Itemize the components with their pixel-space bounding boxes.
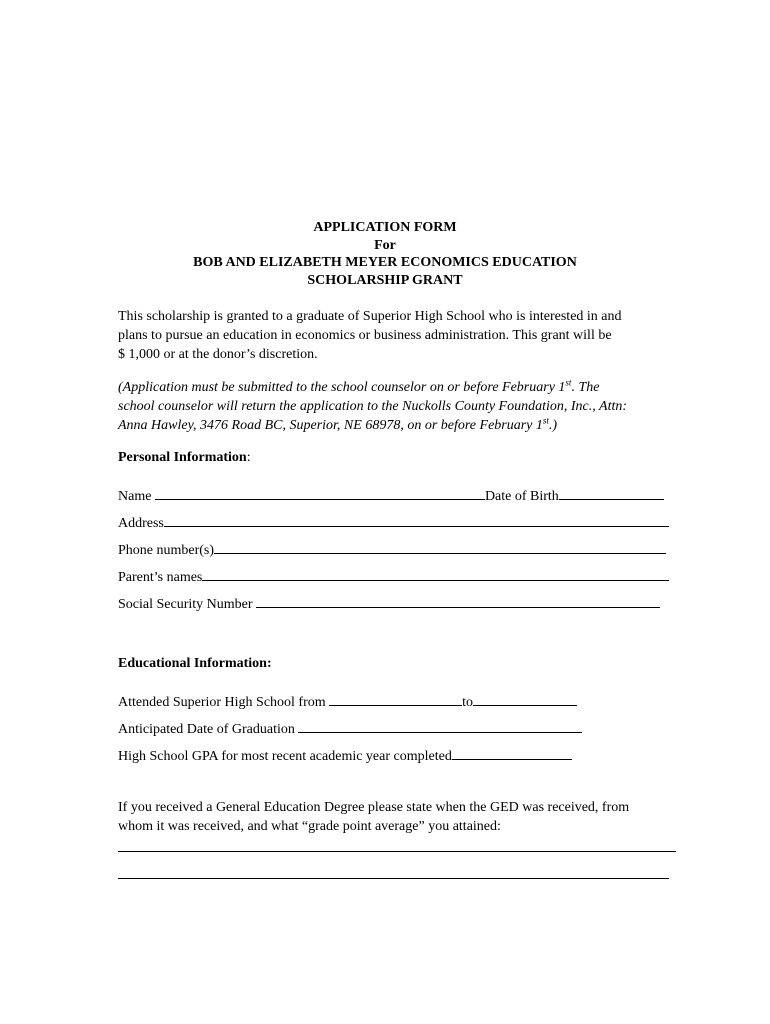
parents-names-label: Parent’s names bbox=[118, 570, 203, 585]
gpa-row bbox=[118, 746, 572, 764]
title-line-grant-name: BOB AND ELIZABETH MEYER ECONOMICS EDUCATION bbox=[193, 255, 577, 270]
name-field[interactable] bbox=[155, 486, 485, 500]
submission-note bbox=[118, 378, 678, 435]
note-line: (Application must be submitted to the school counselor on or before February 1st. The bbox=[118, 377, 600, 395]
address-label: Address bbox=[118, 516, 164, 531]
name-label: Name bbox=[118, 489, 152, 504]
phone-label: Phone number(s) bbox=[118, 543, 215, 558]
ssn-row bbox=[118, 594, 660, 612]
note-line: school counselor will return the application to the Nuckolls County Foundation, Inc., Attn: bbox=[118, 399, 628, 414]
attended-row bbox=[118, 692, 577, 710]
note-line: Anna Hawley, 3476 Road BC, Superior, NE 68978, on or before February 1st.) bbox=[118, 415, 558, 433]
parents-names-field[interactable] bbox=[202, 567, 669, 581]
intro-line: $ 1,000 or at the donor’s discretion. bbox=[118, 347, 318, 362]
ged-paragraph bbox=[118, 798, 678, 836]
attended-to-field[interactable] bbox=[473, 692, 577, 706]
graduation-row bbox=[118, 719, 582, 737]
intro-paragraph bbox=[118, 307, 678, 364]
intro-line: plans to pursue an education in economics or business administration. This grant will be bbox=[118, 328, 612, 343]
ssn-label: Social Security Number bbox=[118, 597, 253, 612]
phone-field[interactable] bbox=[214, 540, 666, 554]
address-row bbox=[118, 513, 669, 531]
date-of-birth-field[interactable] bbox=[559, 486, 664, 500]
ged-answer-line[interactable] bbox=[118, 878, 669, 879]
graduation-date-field[interactable] bbox=[298, 719, 582, 733]
date-of-birth-label: Date of Birth bbox=[484, 489, 559, 504]
gpa-field[interactable] bbox=[452, 746, 572, 760]
ged-line: whom it was received, and what “grade point average” you attained: bbox=[118, 819, 501, 834]
title-line-for: For bbox=[374, 237, 396, 253]
title-line-scholarship-grant: SCHOLARSHIP GRANT bbox=[307, 272, 463, 288]
title-line-application-form: APPLICATION FORM bbox=[313, 220, 457, 235]
parents-row bbox=[118, 567, 669, 585]
name-row bbox=[118, 486, 664, 504]
intro-line: This scholarship is granted to a graduate of Superior High School who is interested in and bbox=[118, 309, 622, 324]
gpa-label: High School GPA for most recent academic year completed bbox=[118, 749, 452, 764]
personal-information-heading: Personal Information: bbox=[118, 450, 251, 465]
to-label: to bbox=[462, 695, 474, 710]
phone-row bbox=[118, 540, 666, 558]
ssn-field[interactable] bbox=[256, 594, 660, 608]
attended-from-field[interactable] bbox=[329, 692, 462, 706]
attended-label: Attended Superior High School from bbox=[118, 695, 326, 710]
educational-information-heading: Educational Information: bbox=[118, 656, 272, 671]
ged-line: If you received a General Education Degree please state when the GED was received, from bbox=[118, 800, 630, 815]
address-field[interactable] bbox=[164, 513, 669, 527]
graduation-label: Anticipated Date of Graduation bbox=[118, 722, 295, 737]
form-title bbox=[0, 219, 770, 289]
ged-answer-line[interactable] bbox=[118, 851, 676, 852]
